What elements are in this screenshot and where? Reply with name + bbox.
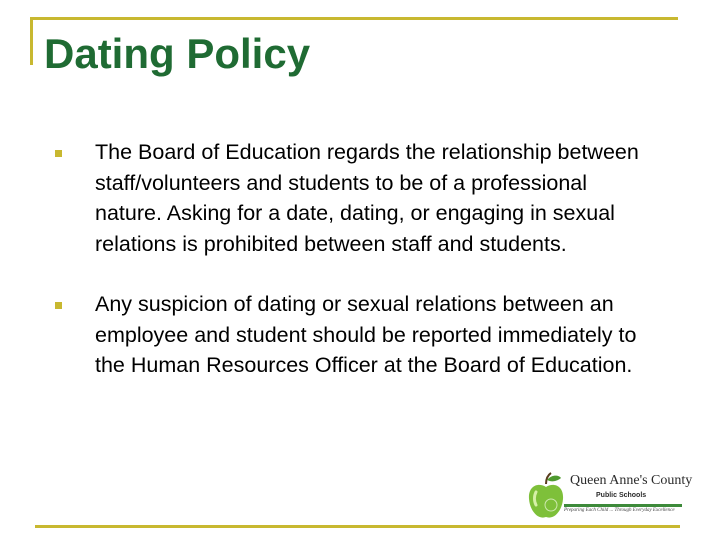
frame-left-line [30,17,33,65]
square-bullet-icon [55,150,62,157]
bullet-item [55,137,655,259]
logo-subtitle: Public Schools [596,492,647,499]
school-logo [526,470,693,522]
slide-title: Dating Policy [44,30,311,77]
logo-tagline: Preparing Each Child ... Through Everyday Excellence [564,508,675,513]
logo-divider [564,504,682,507]
logo-title: Queen Anne's County [570,473,693,488]
green-apple-icon [526,470,566,522]
bullet-list [55,137,655,411]
bullet-text: Any suspicion of dating or sexual relations between an employee and student should be reported immediately to the Human Resources Officer at the Board of Education. [95,292,637,377]
square-bullet-icon [55,302,62,309]
bullet-item [55,289,655,381]
frame-bottom-line [35,525,680,528]
frame-top-line [30,17,678,20]
bullet-text: The Board of Education regards the relationship between staff/volunteers and students to be of a professional nature. Asking for a date, dating, or engaging in sexual relations is prohibited between staff and students. [95,140,639,256]
